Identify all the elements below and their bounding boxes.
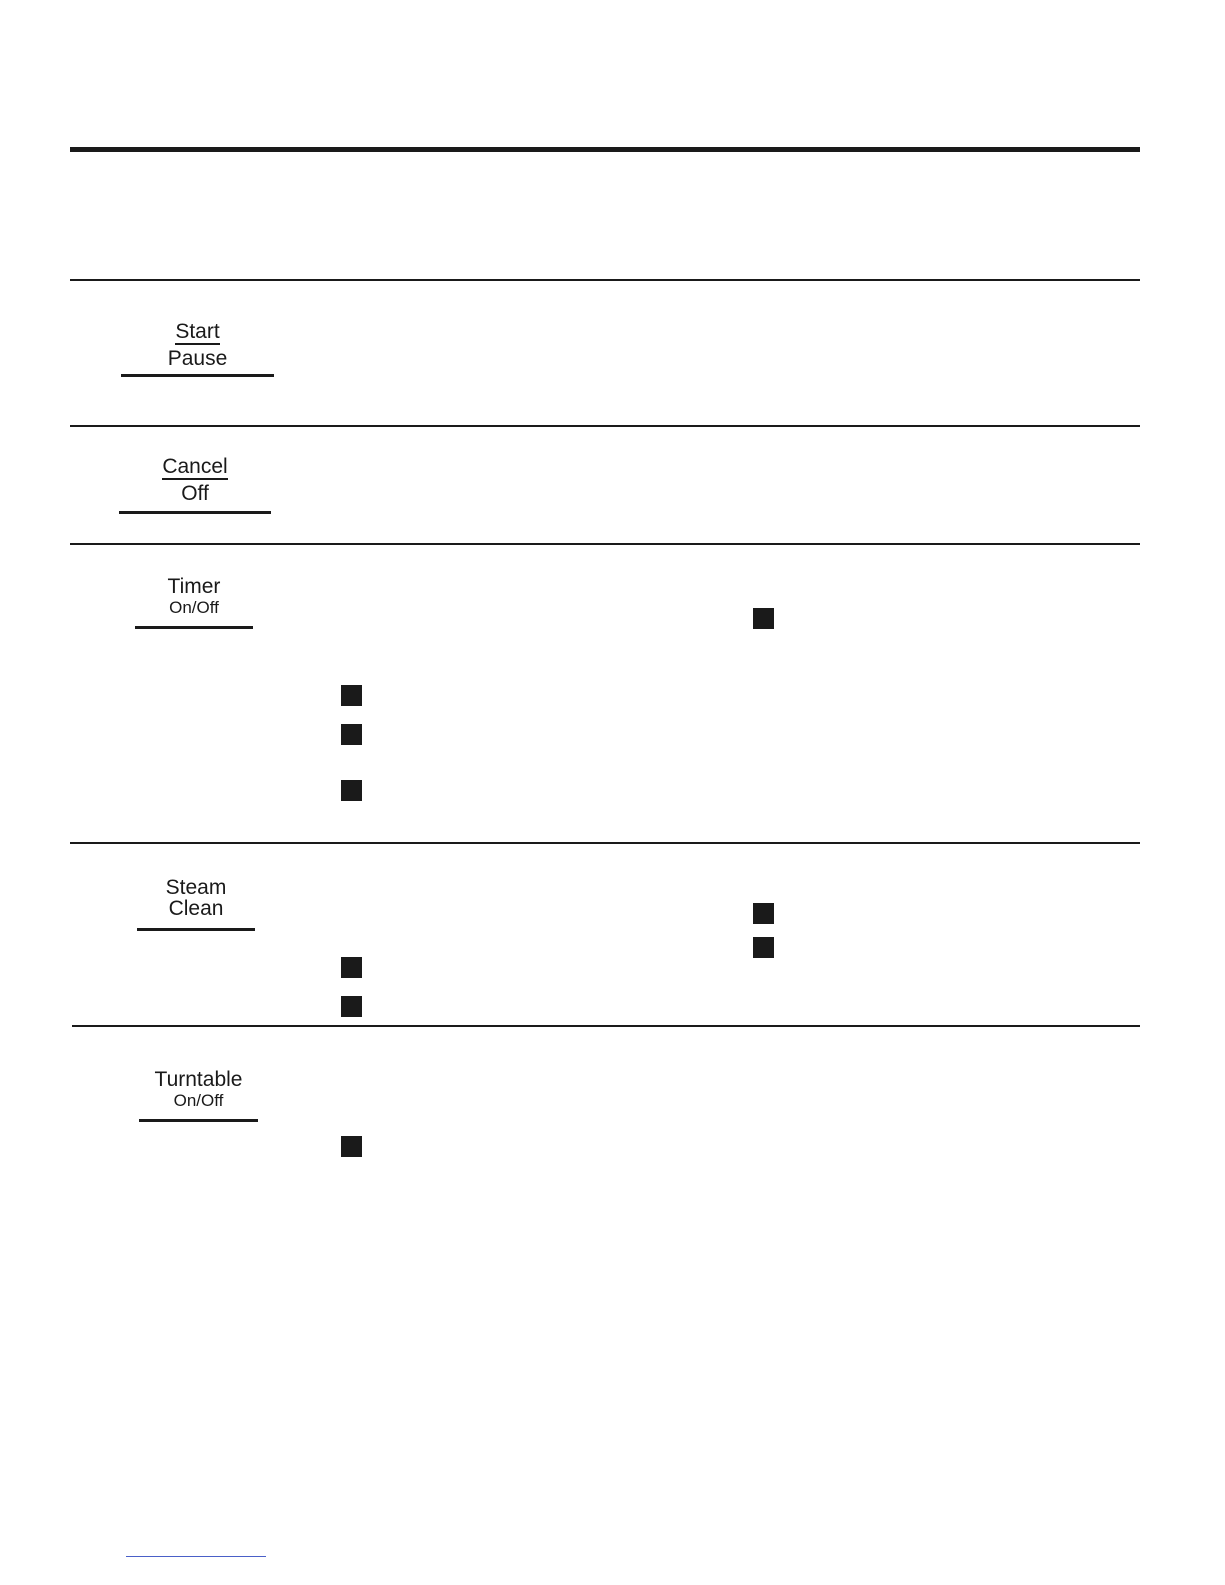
bullet-square-icon <box>753 608 774 629</box>
steam-label: Steam <box>165 876 227 899</box>
timer-key[interactable] <box>135 575 253 631</box>
key-underline <box>139 1119 258 1122</box>
key-underline <box>121 374 274 377</box>
bullet-square-icon <box>341 780 362 801</box>
row-separator <box>70 279 1140 281</box>
header-rule <box>70 147 1140 152</box>
pause-label: Pause <box>167 347 228 370</box>
key-underline <box>119 511 271 514</box>
cancel-off-key[interactable] <box>119 455 271 515</box>
timer-on-off-label: On/Off <box>169 598 219 617</box>
steam-clean-key[interactable] <box>137 877 255 933</box>
off-label: Off <box>181 482 209 505</box>
footer-link[interactable] <box>126 1556 266 1557</box>
row-separator <box>72 1025 1140 1027</box>
bullet-square-icon <box>341 957 362 978</box>
start-label: Start <box>175 320 220 343</box>
turntable-label: Turntable <box>154 1068 243 1091</box>
bullet-square-icon <box>341 1136 362 1157</box>
row-separator <box>70 425 1140 427</box>
row-separator <box>70 543 1140 545</box>
cancel-label: Cancel <box>162 455 228 478</box>
start-pause-key[interactable] <box>121 320 274 378</box>
clean-label: Clean <box>168 897 224 920</box>
bullet-square-icon <box>753 903 774 924</box>
key-underline <box>137 928 255 931</box>
bullet-square-icon <box>341 685 362 706</box>
bullet-square-icon <box>341 724 362 745</box>
bullet-square-icon <box>753 937 774 958</box>
bullet-square-icon <box>341 996 362 1017</box>
row-separator <box>70 842 1140 844</box>
turntable-key[interactable] <box>139 1068 258 1124</box>
key-underline <box>135 626 253 629</box>
timer-label: Timer <box>167 575 221 598</box>
turntable-on-off-label: On/Off <box>173 1091 224 1110</box>
